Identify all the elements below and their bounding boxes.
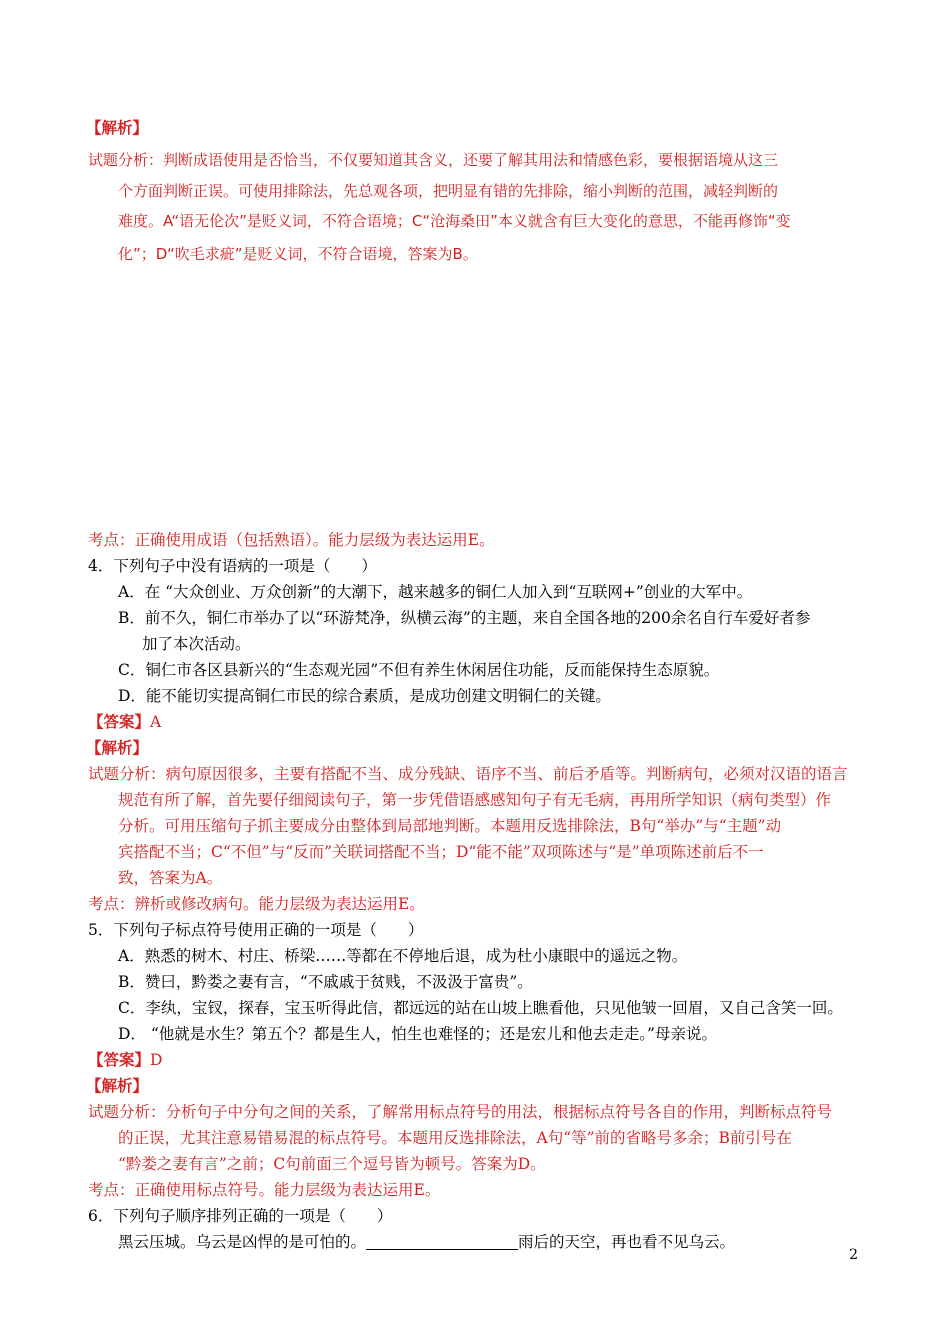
option-a: A．在 “大众创业、万众创新”的大潮下，越来越多的铜仁人加入到“互联网+”创业的大军中。 <box>118 583 753 601</box>
question-stem: 4．下列句子中没有语病的一项是（ ） <box>88 557 377 575</box>
answer-value: D <box>150 1051 163 1069</box>
answer-line <box>88 1046 162 1074</box>
analysis-line: 规范有所了解，首先要仔细阅读句子，第一步凭借语感感知句子有无毛病，再用所学知识（病句类型）作 <box>118 791 832 809</box>
analysis-line: 试题分析：分析句子中分句之间的关系，了解常用标点符号的用法，根据标点符号各自的作用，判断标点符号 <box>88 1103 833 1121</box>
answer-value: A <box>150 713 162 731</box>
option-d: D．能不能切实提高铜仁市民的综合素质，是成功创建文明铜仁的关键。 <box>118 687 611 705</box>
analysis-line: 化”；D“吹毛求疵”是贬义词，不符合语境，答案为B。 <box>118 245 478 263</box>
option-d: D． “他就是水生？第五个？都是生人，怕生也难怪的；还是宏儿和他去走走。”母亲说。 <box>118 1025 717 1043</box>
analysis-heading: 【解析】 <box>86 118 149 137</box>
option-b: B．赞曰，黔娄之妻有言，“不戚戚于贫贱，不汲汲于富贵”。 <box>118 973 533 991</box>
answer-label: 【答案】 <box>88 1050 151 1069</box>
kaodian: 考点：辨析或修改病句。能力层级为表达运用E。 <box>88 895 425 913</box>
analysis-line: 宾搭配不当；C“不但”与“反而”关联词搭配不当；D“能不能”双项陈述与“是”单项陈述前后不一 <box>118 843 764 861</box>
option-c: C．李纨，宝钗，探春，宝玉听得此信，都远远的站在山坡上瞧看他，只见他皱一回眉，又自己含笑一回。 <box>118 999 843 1017</box>
sentence-before: 黑云压城。乌云是凶悍的是可怕的。 <box>118 1233 367 1251</box>
analysis-line: 试题分析：病句原因很多，主要有搭配不当、成分残缺、语序不当、前后矛盾等。判断病句，必须对汉语的语言 <box>88 765 848 783</box>
analysis-line: 试题分析：判断成语使用是否恰当，不仅要知道其含义，还要了解其用法和情感色彩，要根据语境从这三 <box>88 151 779 169</box>
blank-line-2 <box>434 1231 518 1250</box>
question-stem: 5．下列句子标点符号使用正确的一项是（ ） <box>88 921 424 939</box>
analysis-line: 的正误，尤其注意易错易混的标点符号。本题用反选排除法，A句“等”前的省略号多余；B前引号在 <box>118 1129 792 1147</box>
option-b: B．前不久，铜仁市举办了以“环游梵净，纵横云海”的主题，来自全国各地的200余名自行车爱好者参 <box>118 609 811 627</box>
analysis-line: “黔娄之妻有言”之前；C句前面三个逗号皆为顿号。答案为D。 <box>118 1155 546 1173</box>
answer-line <box>88 708 161 736</box>
analysis-heading: 【解析】 <box>86 738 149 757</box>
analysis-line: 难度。A“语无伦次”是贬义词，不符合语境；C“沧海桑田”本义就含有巨大变化的意思，不能再修饰“变 <box>118 212 791 230</box>
analysis-line: 个方面判断正误。可使用排除法，先总观各项，把明显有错的先排除，缩小判断的范围，减轻判断的 <box>118 182 779 200</box>
analysis-heading: 【解析】 <box>86 1076 149 1095</box>
question-stem: 6．下列句子顺序排列正确的一项是（ ） <box>88 1207 393 1225</box>
kaodian: 考点：正确使用成语（包括熟语）。能力层级为表达运用E。 <box>88 531 495 549</box>
option-c: C．铜仁市各区县新兴的“生态观光园”不但有养生休闲居住功能，反而能保持生态原貌。 <box>118 661 720 679</box>
fill-in-sentence <box>118 1228 735 1256</box>
answer-label: 【答案】 <box>88 712 151 731</box>
sentence-after: 雨后的天空，再也看不见乌云。 <box>518 1233 736 1251</box>
kaodian: 考点：正确使用标点符号。能力层级为表达运用E。 <box>88 1181 441 1199</box>
page-number: 2 <box>849 1247 858 1263</box>
option-a: A．熟悉的树木、村庄、桥梁……等都在不停地后退，成为杜小康眼中的遥远之物。 <box>118 947 688 965</box>
option-b-continued: 加了本次活动。 <box>142 635 251 653</box>
blank-line-1 <box>366 1231 434 1250</box>
analysis-line: 致，答案为A。 <box>118 869 223 887</box>
analysis-line: 分析。可用压缩句子抓主要成分由整体到局部地判断。本题用反选排除法，B句“举办”与“主题”动 <box>118 817 782 835</box>
